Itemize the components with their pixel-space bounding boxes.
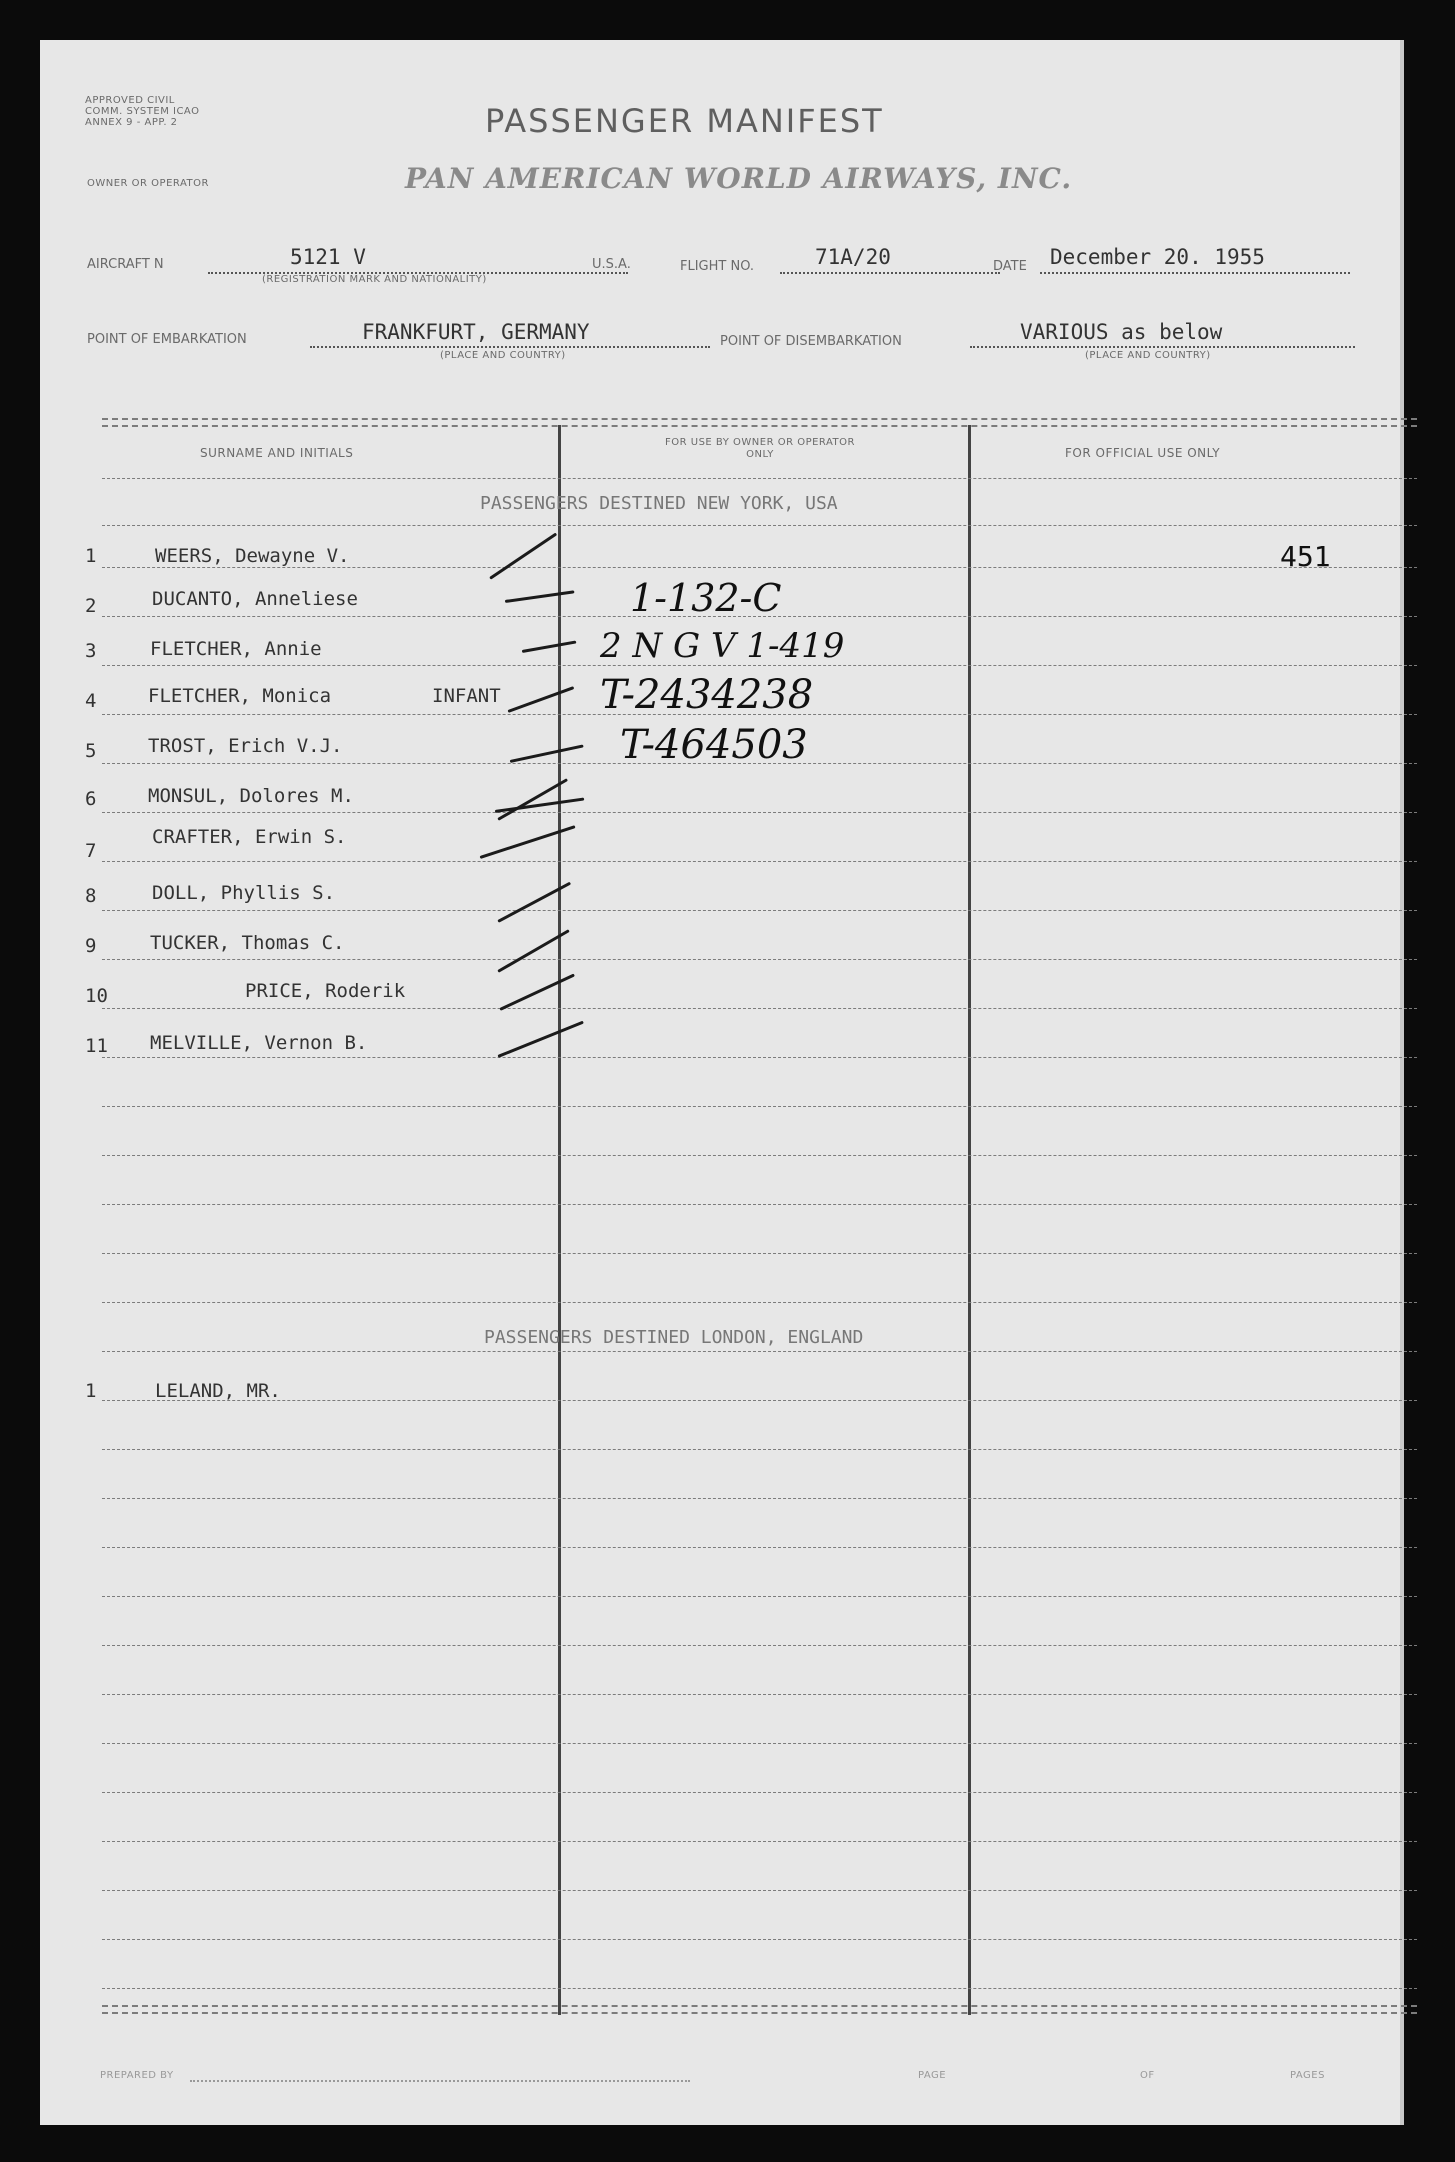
handwritten-note: T-464503	[620, 722, 808, 768]
form-title: PASSENGER MANIFEST	[485, 102, 884, 140]
passenger-name: DUCANTO, Anneliese	[152, 588, 358, 610]
flight-number: 71A/20	[815, 245, 891, 269]
passenger-name: CRAFTER, Erwin S.	[152, 826, 347, 848]
table-rule-line	[102, 1351, 1417, 1352]
embarkation-caption: (PLACE AND COUNTRY)	[440, 350, 566, 361]
official-use-number: 451	[1280, 540, 1331, 573]
passenger-name: FLETCHER, Annie	[150, 638, 322, 660]
handwritten-note: 2 N G V 1-419	[600, 626, 845, 666]
passenger-name: MELVILLE, Vernon B.	[150, 1032, 368, 1054]
aircraft-number: 5121 V	[290, 245, 366, 269]
column-header-official: FOR OFFICIAL USE ONLY	[1065, 446, 1221, 460]
owner-label: OWNER OR OPERATOR	[87, 178, 209, 189]
table-rule-line	[102, 959, 1417, 960]
passenger-name: DOLL, Phyllis S.	[152, 882, 336, 904]
row-number: 6	[85, 788, 97, 810]
passenger-name: PRICE, Roderik	[245, 980, 406, 1002]
pages-label: PAGES	[1290, 2070, 1325, 2081]
table-rule-line	[102, 861, 1417, 862]
checkmark-row-1	[489, 533, 557, 580]
table-rule-line	[102, 1155, 1417, 1156]
table-rule-line	[102, 1988, 1417, 1989]
row-number: 1	[85, 1380, 97, 1402]
table-rule-line	[102, 1008, 1417, 1009]
checkmark-row-10	[499, 973, 575, 1010]
column-divider-2	[968, 425, 971, 2015]
table-rule-line	[102, 478, 1417, 479]
table-rule-line	[102, 1792, 1417, 1793]
table-rule-line	[102, 1547, 1417, 1548]
table-rule-line	[102, 1253, 1417, 1254]
column-header-surname: SURNAME AND INITIALS	[200, 446, 354, 460]
table-rule-line	[102, 1743, 1417, 1744]
table-rule-line	[102, 910, 1417, 911]
embarkation-label: POINT OF EMBARKATION	[87, 332, 247, 347]
flight-label: FLIGHT NO.	[680, 259, 755, 274]
table-rule-line	[102, 1449, 1417, 1450]
table-rule-line	[102, 525, 1417, 526]
column-divider-1	[558, 425, 561, 2015]
row-number: 2	[85, 595, 97, 617]
manifest-page	[40, 40, 1404, 2125]
section-heading-new-york: PASSENGERS DESTINED NEW YORK, USA	[480, 493, 838, 514]
checkmark-row-6b	[495, 797, 585, 812]
row-number: 8	[85, 885, 97, 907]
row-number: 9	[85, 935, 97, 957]
table-rule-line	[102, 1204, 1417, 1205]
table-rule-line	[102, 1057, 1417, 1058]
prepared-by-label: PREPARED BY	[100, 2070, 174, 2081]
of-label: OF	[1140, 2070, 1155, 2081]
table-rule-line	[102, 1939, 1417, 1940]
row-number: 4	[85, 690, 97, 712]
checkmark-row-2	[505, 590, 575, 603]
passenger-name: MONSUL, Dolores M.	[148, 785, 354, 807]
row-number: 3	[85, 640, 97, 662]
table-rule-line	[102, 1498, 1417, 1499]
checkmark-row-4	[507, 686, 574, 713]
disembarkation-value: VARIOUS as below	[1020, 320, 1223, 344]
table-rule-line	[102, 1645, 1417, 1646]
table-rule-line	[102, 567, 1417, 568]
row-number: 1	[85, 545, 97, 567]
passenger-name: TUCKER, Thomas C.	[150, 932, 345, 954]
checkmark-row-5	[510, 744, 584, 763]
disembarkation-caption: (PLACE AND COUNTRY)	[1085, 350, 1211, 361]
column-header-owner: FOR USE BY OWNER OR OPERATOR ONLY	[665, 437, 855, 460]
passenger-name: LELAND, MR.	[155, 1380, 281, 1402]
table-rule-line	[102, 1694, 1417, 1695]
passenger-name: FLETCHER, Monica	[148, 685, 332, 707]
checkmark-row-7	[480, 825, 576, 859]
row-number: 5	[85, 740, 97, 762]
table-rule-line	[102, 812, 1417, 813]
table-rule-line	[102, 1302, 1417, 1303]
embarkation-value: FRANKFURT, GERMANY	[362, 320, 590, 344]
row-number: 11	[85, 1035, 108, 1057]
row-number: 7	[85, 840, 97, 862]
handwritten-note: 1-132-C	[630, 576, 782, 620]
table-rule-line	[102, 1841, 1417, 1842]
disembarkation-label: POINT OF DISEMBARKATION	[720, 334, 902, 349]
country-label: U.S.A.	[592, 257, 631, 272]
table-rule-line	[102, 1596, 1417, 1597]
passenger-name: WEERS, Dewayne V.	[155, 545, 350, 567]
table-rule-line	[102, 1106, 1417, 1107]
infant-marker: INFANT	[432, 685, 501, 707]
aircraft-label: AIRCRAFT N	[87, 257, 164, 272]
checkmark-row-11	[497, 1021, 583, 1058]
handwritten-note: T-2434238	[600, 672, 814, 718]
page-label: PAGE	[918, 2070, 947, 2081]
row-number: 10	[85, 985, 108, 1007]
airline-name: PAN AMERICAN WORLD AIRWAYS, INC.	[405, 162, 1073, 195]
table-rule-line	[102, 1400, 1417, 1401]
date-label: DATE	[993, 259, 1027, 274]
section-heading-london: PASSENGERS DESTINED LONDON, ENGLAND	[484, 1327, 864, 1348]
corner-stamp: APPROVED CIVIL COMM. SYSTEM ICAO ANNEX 9 - APP. 2	[85, 95, 200, 128]
date-value: December 20. 1955	[1050, 245, 1265, 269]
checkmark-row-3	[522, 640, 577, 653]
table-rule-line	[102, 1890, 1417, 1891]
passenger-name: TROST, Erich V.J.	[148, 735, 343, 757]
registration-caption: (REGISTRATION MARK AND NATIONALITY)	[262, 274, 487, 285]
